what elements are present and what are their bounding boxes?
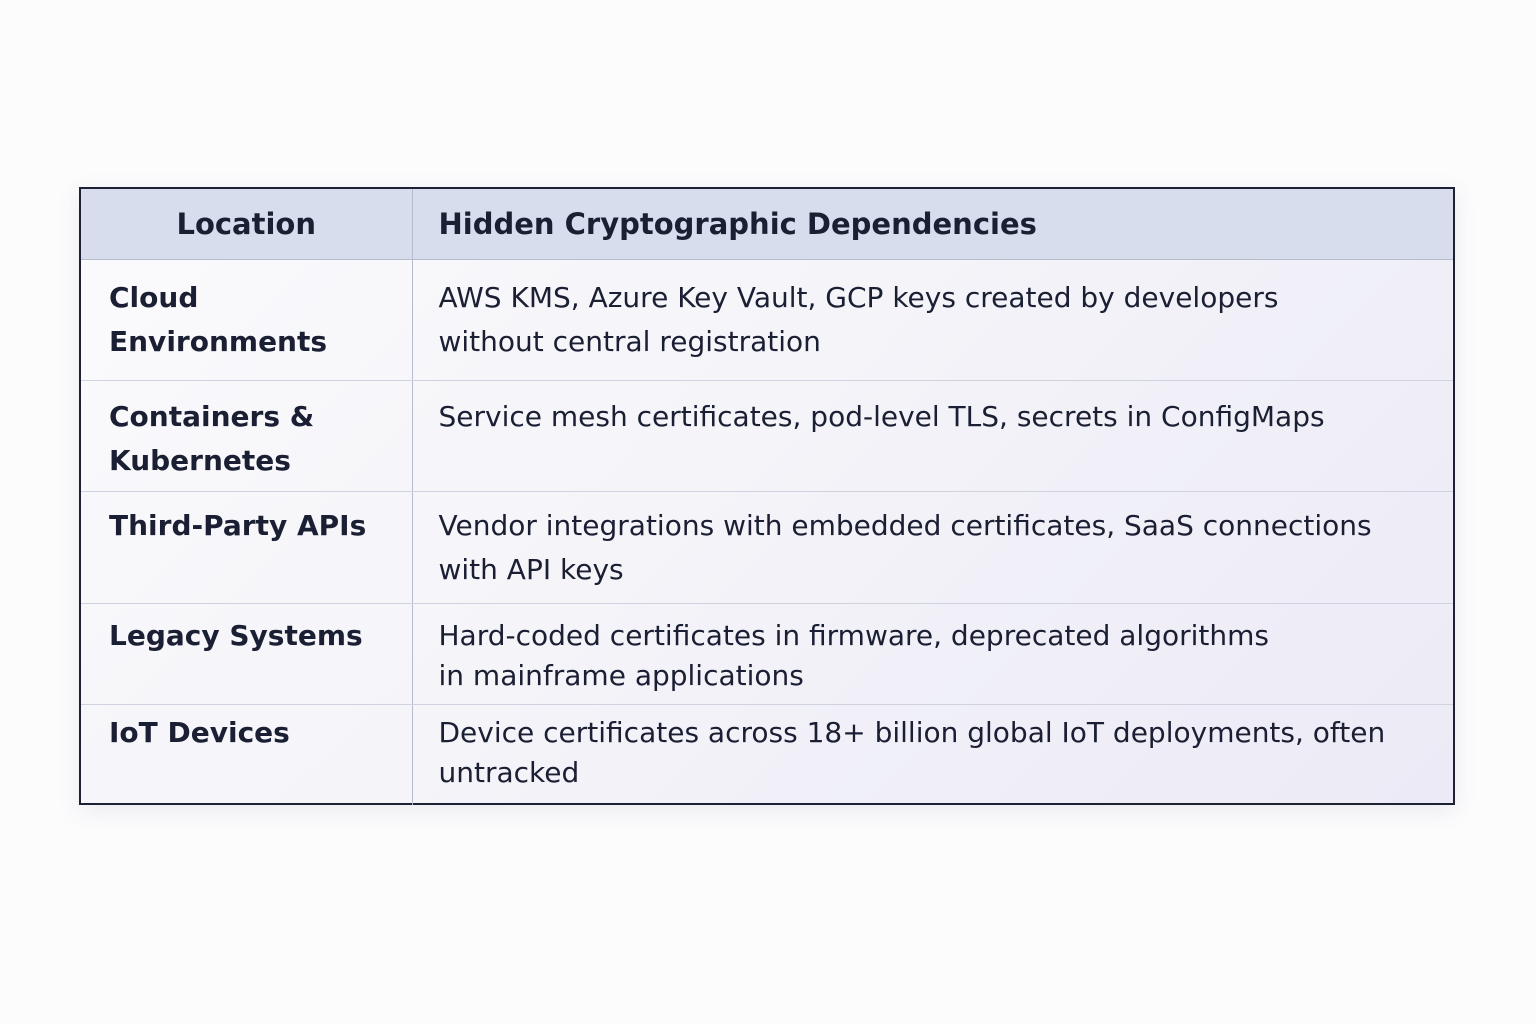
location-line: IoT Devices [109, 715, 290, 749]
location-cell [81, 491, 412, 603]
dependencies-table [81, 189, 1453, 805]
table-row [81, 603, 1453, 704]
table-row [81, 491, 1453, 603]
dependency-cell [412, 491, 1453, 603]
dependency-line: without central registration [438, 324, 821, 358]
location-line: Kubernetes [109, 443, 291, 477]
dependency-cell [412, 380, 1453, 491]
dependency-line: Vendor integrations with embedded certificates, SaaS connections [438, 508, 1372, 542]
location-cell [81, 704, 412, 805]
location-line: Environments [109, 324, 328, 358]
dependency-cell [412, 259, 1453, 380]
dependency-line: Hard-coded certificates in firmware, deprecated algorithms [438, 618, 1269, 652]
dependency-line: Device certificates across 18+ billion global IoT deployments, often [438, 715, 1386, 749]
location-cell [81, 259, 412, 380]
dependency-cell [412, 704, 1453, 805]
header-dependencies: Hidden Cryptographic Dependencies [412, 189, 1453, 259]
dependency-line: Service mesh certificates, pod-level TLS, secrets in ConfigMaps [438, 399, 1325, 433]
dependency-line: with API keys [438, 552, 624, 586]
dependencies-table-frame [79, 187, 1455, 805]
dependency-line: AWS KMS, Azure Key Vault, GCP keys created by developers [438, 280, 1279, 314]
table-row [81, 259, 1453, 380]
location-line: Cloud [109, 280, 199, 314]
header-location: Location [81, 189, 412, 259]
location-line: Third-Party APIs [109, 508, 367, 542]
table-header-row [81, 189, 1453, 259]
dependency-line: in mainframe applications [438, 658, 804, 692]
table-row [81, 380, 1453, 491]
location-line: Containers & [109, 399, 315, 433]
dependency-cell [412, 603, 1453, 704]
location-cell [81, 603, 412, 704]
dependency-line: untracked [438, 755, 580, 789]
location-cell [81, 380, 412, 491]
table-row [81, 704, 1453, 805]
location-line: Legacy Systems [109, 618, 363, 652]
